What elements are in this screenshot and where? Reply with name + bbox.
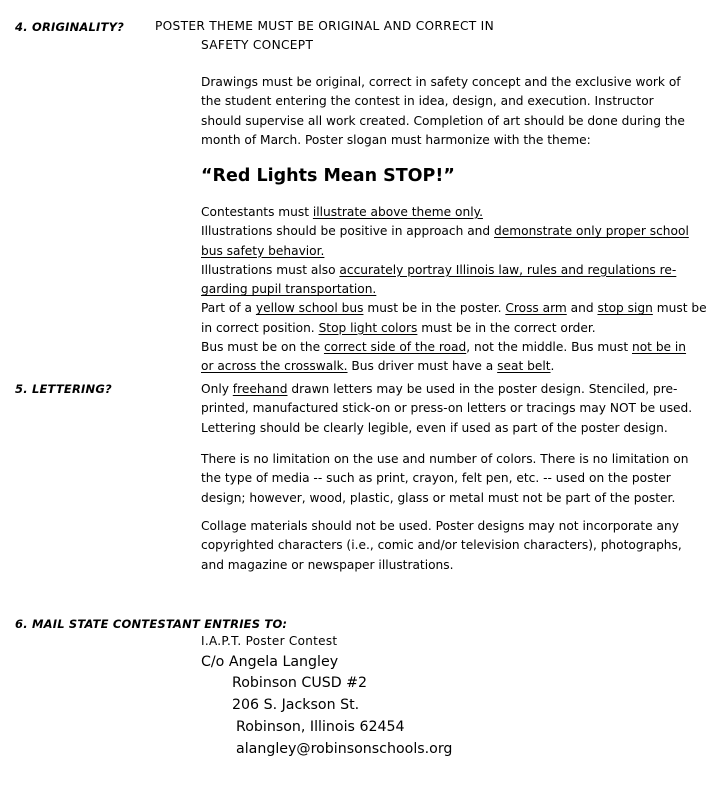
underlined-text: illustrate above theme only. — [312, 205, 483, 219]
text: Only — [201, 382, 233, 396]
text: Bus driver must have a — [347, 359, 498, 374]
text: Illustrations must also — [201, 262, 340, 277]
text-line — [201, 380, 691, 399]
underlined-text: seat belt — [497, 359, 551, 374]
theme-line-1: POSTER THEME MUST BE ORIGINAL AND CORRECT IN — [155, 19, 494, 33]
text: must be in the poster. — [363, 301, 506, 316]
text-line: There is no limitation on the use and number of colors. There is no limitation on — [201, 452, 689, 466]
text-line: month of March. Poster slogan must harmonize with the theme: — [201, 132, 591, 147]
email-address: alangley@robinsonschools.org — [236, 741, 453, 757]
text-line: Lettering should be clearly legible, even if used as part of the poster design. — [201, 420, 668, 435]
text: . — [550, 359, 555, 374]
text: must be in the correct order. — [417, 320, 596, 335]
text: in correct position. — [201, 320, 319, 335]
city-line: Robinson, Illinois 62454 — [236, 719, 405, 735]
section-6-heading: 6. MAIL STATE CONTESTANT ENTRIES TO: — [15, 617, 288, 631]
underlined-text: garding pupil transportation. — [201, 282, 377, 297]
text: must be — [652, 301, 707, 316]
rule-line — [201, 338, 691, 357]
text-line: printed, manufactured stick-on or press-on letters or tracings may NOT be used. — [201, 401, 693, 416]
lettering-paragraph-1 — [201, 380, 691, 438]
text-line: the student entering the contest in idea, design, and execution. Instructor — [201, 94, 654, 109]
text-line: should supervise all work created. Completion of art should be done during the — [201, 113, 685, 128]
care-of-line: C/o Angela Langley — [201, 654, 339, 670]
rule-line — [201, 299, 707, 318]
lettering-paragraph-2 — [201, 450, 691, 508]
underlined-text: or across the crosswalk. — [201, 359, 348, 374]
section-4-heading: 4. ORIGINALITY? — [15, 20, 124, 34]
rule-line — [201, 319, 691, 338]
underlined-text: correct side of the road — [323, 340, 467, 355]
rules-paragraph — [201, 203, 707, 377]
originality-paragraph — [201, 73, 691, 150]
text-line: Drawings must be original, correct in safety concept and the exclusive work of — [201, 75, 681, 89]
text: drawn letters may be used in the poster design. Stenciled, pre- — [287, 382, 678, 396]
text: Part of a — [201, 301, 256, 316]
rule-line — [201, 242, 691, 261]
text-line: the type of media -- such as print, crayon, felt pen, etc. -- used on the poster — [201, 471, 671, 486]
underlined-text: not be in — [631, 340, 687, 355]
rule-line — [201, 222, 691, 241]
text-line: design; however, wood, plastic, glass or metal must not be part of the poster. — [201, 490, 676, 505]
rule-line — [201, 203, 691, 222]
rule-line — [201, 280, 691, 299]
text: Illustrations should be positive in approach and — [201, 224, 494, 239]
underlined-text: bus safety behavior. — [201, 243, 325, 258]
text: Contestants must — [201, 205, 313, 219]
underlined-text: accurately portray Illinois law, rules and regulations re- — [339, 262, 677, 277]
street-line: 206 S. Jackson St. — [232, 697, 360, 713]
text: and — [566, 301, 598, 316]
underlined-text: Cross arm — [505, 301, 567, 316]
theme-line-2: SAFETY CONCEPT — [201, 38, 314, 52]
text-line: copyrighted characters (i.e., comic and/or television characters), photographs, — [201, 538, 682, 553]
underlined-text: Stop light colors — [318, 320, 418, 335]
rule-line — [201, 261, 691, 280]
text-line: and magazine or newspaper illustrations. — [201, 557, 454, 572]
slogan: “Red Lights Mean STOP!” — [201, 166, 455, 186]
underlined-text: freehand — [232, 382, 288, 396]
section-5-heading: 5. LETTERING? — [15, 382, 112, 396]
underlined-text: stop sign — [597, 301, 653, 316]
underlined-text: demonstrate only proper school — [494, 224, 689, 239]
text: Bus must be on the — [201, 340, 324, 355]
rule-line — [201, 357, 691, 376]
text-line: Collage materials should not be used. Poster designs may not incorporate any — [201, 519, 679, 533]
underlined-text: yellow school bus — [255, 301, 364, 316]
district-line: Robinson CUSD #2 — [232, 675, 368, 691]
lettering-paragraph-3 — [201, 517, 691, 575]
contest-name: I.A.P.T. Poster Contest — [201, 634, 338, 648]
text: , not the middle. Bus must — [466, 340, 632, 355]
